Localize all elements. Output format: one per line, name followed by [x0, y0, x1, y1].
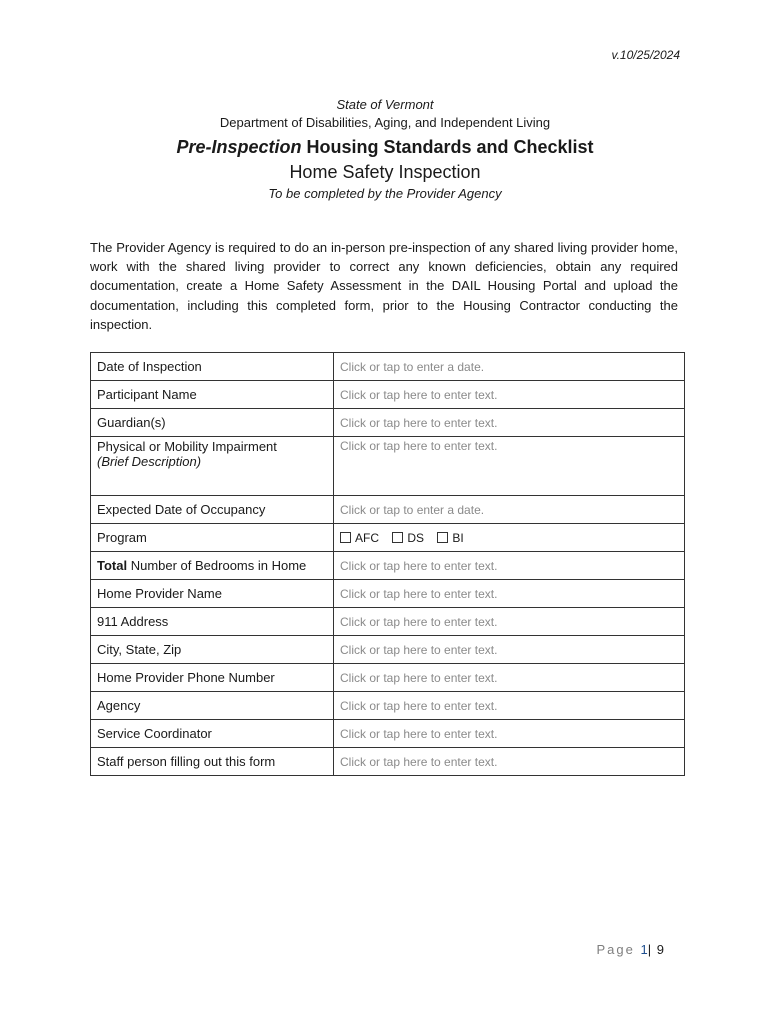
expected-date-label: Expected Date of Occupancy [91, 496, 334, 524]
document-subtitle: Home Safety Inspection [289, 162, 481, 182]
address-911-label: 911 Address [91, 608, 334, 636]
address-911-field[interactable]: Click or tap here to enter text. [334, 608, 685, 636]
provider-phone-label: Home Provider Phone Number [91, 664, 334, 692]
table-row [91, 720, 685, 748]
page-separator: | [647, 942, 652, 957]
agency-field[interactable]: Click or tap here to enter text. [334, 692, 685, 720]
date-of-inspection-field[interactable]: Click or tap to enter a date. [334, 353, 685, 381]
impairment-field[interactable]: Click or tap here to enter text. [334, 437, 685, 496]
table-row [91, 524, 685, 552]
provider-phone-field[interactable]: Click or tap here to enter text. [334, 664, 685, 692]
table-row [91, 552, 685, 580]
page-footer [597, 942, 664, 957]
total-pages: 9 [656, 942, 664, 957]
inspection-form-table [90, 352, 685, 776]
impairment-label: Physical or Mobility Impairment [97, 439, 277, 454]
version-date: v.10/25/2024 [611, 48, 680, 62]
table-row [91, 437, 685, 496]
table-row [91, 664, 685, 692]
table-row [91, 580, 685, 608]
guardians-label: Guardian(s) [91, 409, 334, 437]
expected-date-field[interactable]: Click or tap to enter a date. [334, 496, 685, 524]
bedrooms-field[interactable]: Click or tap here to enter text. [334, 552, 685, 580]
table-row [91, 353, 685, 381]
bedrooms-label-bold: Total [97, 558, 128, 573]
provider-name-label: Home Provider Name [91, 580, 334, 608]
ds-label: DS [407, 530, 425, 545]
provider-name-field[interactable]: Click or tap here to enter text. [334, 580, 685, 608]
table-row [91, 409, 685, 437]
staff-person-field[interactable]: Click or tap here to enter text. [334, 748, 685, 776]
date-of-inspection-label: Date of Inspection [91, 353, 334, 381]
program-option-afc[interactable] [340, 531, 379, 545]
document-header [0, 96, 770, 204]
table-row [91, 748, 685, 776]
page-number: 1 [640, 942, 648, 957]
impairment-label-cell [91, 437, 334, 496]
participant-name-label: Participant Name [91, 381, 334, 409]
document-title [0, 134, 770, 160]
agency-label: Agency [91, 692, 334, 720]
title-italic: Pre-Inspection [176, 137, 302, 157]
program-options [334, 524, 685, 552]
bi-label: BI [452, 530, 464, 545]
afc-label: AFC [355, 530, 379, 545]
bedrooms-label [91, 552, 334, 580]
program-label: Program [91, 524, 334, 552]
staff-person-label: Staff person filling out this form [91, 748, 334, 776]
afc-checkbox[interactable] [340, 532, 351, 543]
service-coordinator-label: Service Coordinator [91, 720, 334, 748]
page-word: Page [596, 942, 635, 957]
impairment-sublabel: (Brief Description) [97, 454, 202, 469]
program-option-bi[interactable] [437, 531, 463, 545]
ds-checkbox[interactable] [392, 532, 403, 543]
service-coordinator-field[interactable]: Click or tap here to enter text. [334, 720, 685, 748]
table-row [91, 381, 685, 409]
completed-by-note: To be completed by the Provider Agency [268, 186, 502, 201]
participant-name-field[interactable]: Click or tap here to enter text. [334, 381, 685, 409]
program-option-ds[interactable] [392, 531, 424, 545]
intro-paragraph: The Provider Agency is required to do an in-person pre-inspection of any shared living provider home, work with the shared living provider to correct any known deficiencies, obtain any required documentation, create a Home Safety Assessment in the DAIL Housing Portal and upload the documentation, including this completed form, prior to the Housing Contractor conducting the inspection. [90, 240, 678, 332]
city-state-zip-label: City, State, Zip [91, 636, 334, 664]
title-rest: Housing Standards and Checklist [301, 137, 594, 157]
table-row [91, 496, 685, 524]
table-row [91, 692, 685, 720]
guardians-field[interactable]: Click or tap here to enter text. [334, 409, 685, 437]
table-row [91, 636, 685, 664]
table-row [91, 608, 685, 636]
bi-checkbox[interactable] [437, 532, 448, 543]
city-state-zip-field[interactable]: Click or tap here to enter text. [334, 636, 685, 664]
state-name: State of Vermont [336, 97, 434, 112]
bedrooms-label-rest: Number of Bedrooms in Home [127, 558, 307, 573]
department-name: Department of Disabilities, Aging, and Independent Living [219, 115, 551, 130]
